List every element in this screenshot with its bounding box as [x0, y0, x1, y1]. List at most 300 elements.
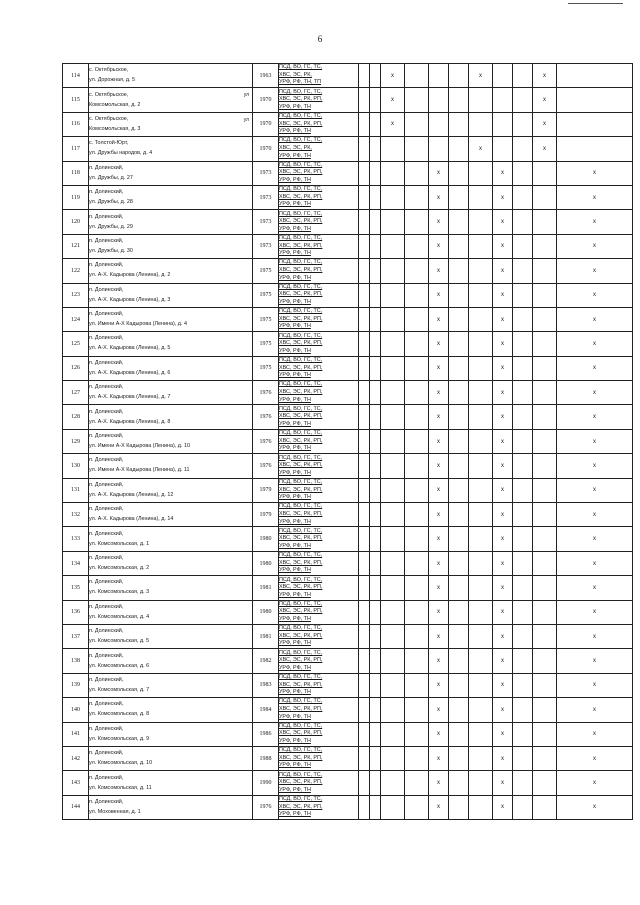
year-mark-cell — [449, 356, 469, 380]
works-line: УРФ, РФ, ТН — [279, 347, 311, 354]
year-mark-cell — [469, 551, 493, 575]
row-number: 122 — [63, 259, 89, 283]
address-street: ул. Комсомольская, д. 9 — [89, 735, 150, 742]
address-settlement: п. Долинский, — [89, 506, 124, 513]
works-line: ХВС, ЭС, РК, РП, — [279, 486, 323, 493]
year-mark-cell: x — [429, 649, 449, 673]
year-mark-cell — [405, 210, 429, 234]
address-street: ул. Имени А-Х Кадырова (Ленина), д. 11 — [89, 467, 190, 474]
works-line: УРФ, РФ, ТН — [279, 738, 311, 745]
year-mark-cell — [513, 527, 533, 551]
works-line: ПСД, ВО, ГС, ТС, — [279, 698, 323, 705]
year-mark-cell — [359, 551, 370, 575]
year-mark-cell — [469, 746, 493, 770]
year-mark-cell — [381, 551, 405, 575]
year-mark-cell — [449, 624, 469, 648]
table-row — [63, 381, 633, 405]
year-mark-cell — [469, 283, 493, 307]
works-list — [279, 551, 359, 575]
year-mark-cell: x — [429, 381, 449, 405]
year-mark-cell — [405, 600, 429, 624]
row-number: 126 — [63, 356, 89, 380]
year-mark-cell — [405, 356, 429, 380]
address-settlement: п. Долинский, — [89, 262, 124, 269]
works-line: ХВС, ЭС, РК, РП, — [279, 803, 323, 810]
build-year: 1976 — [253, 405, 279, 429]
year-mark-cell — [469, 795, 493, 819]
works-list — [279, 64, 359, 88]
year-mark-cell — [469, 185, 493, 209]
build-year: 1975 — [253, 283, 279, 307]
year-mark-cell — [513, 405, 533, 429]
address-street: ул. Дружбы, д. 29 — [89, 223, 133, 230]
year-mark-cell: x — [557, 429, 633, 453]
year-mark-cell — [370, 551, 381, 575]
year-mark-cell — [405, 649, 429, 673]
year-mark-cell — [533, 746, 557, 770]
year-mark-cell: x — [557, 381, 633, 405]
year-mark-cell — [359, 161, 370, 185]
address-street: ул. Комсомольская, д. 2 — [89, 565, 150, 571]
row-number: 118 — [63, 161, 89, 185]
year-mark-cell — [513, 283, 533, 307]
year-mark-cell — [469, 210, 493, 234]
year-mark-cell — [370, 307, 381, 331]
year-mark-cell — [381, 234, 405, 258]
address-settlement: п. Долинский, — [89, 164, 124, 171]
year-mark-cell: x — [429, 259, 449, 283]
year-mark-cell — [405, 429, 429, 453]
year-mark-cell — [405, 722, 429, 746]
works-list — [279, 454, 359, 478]
works-line: УРФ, РФ, ТН — [279, 518, 311, 525]
year-mark-cell — [533, 161, 557, 185]
address-street: ул. А-Х. Кадырова (Ленина), д. 7 — [89, 394, 171, 401]
year-mark-cell — [493, 112, 513, 136]
year-mark-cell: x — [493, 673, 513, 697]
year-mark-cell — [359, 356, 370, 380]
year-mark-cell — [469, 722, 493, 746]
year-mark-cell — [449, 112, 469, 136]
year-mark-cell — [429, 64, 449, 88]
year-mark-cell — [405, 527, 429, 551]
year-mark-cell: x — [557, 259, 633, 283]
year-mark-cell: x — [493, 722, 513, 746]
address-cell — [89, 185, 253, 209]
year-mark-cell: x — [493, 698, 513, 722]
year-mark-cell: x — [493, 624, 513, 648]
year-mark-cell — [469, 649, 493, 673]
year-mark-cell — [359, 722, 370, 746]
year-mark-cell: x — [557, 673, 633, 697]
year-mark-cell — [493, 88, 513, 112]
works-line: ХВС, ЭС, РК, РП, — [279, 242, 323, 249]
address-cell — [89, 698, 253, 722]
year-mark-cell — [381, 161, 405, 185]
works-line: УРФ, РФ, ТН — [279, 420, 311, 427]
works-line: ПСД, ВО, ГС, ТС, — [279, 674, 323, 681]
address-street: ул. А-Х. Кадырова (Ленина), д. 5 — [89, 345, 171, 352]
row-number: 115 — [63, 88, 89, 112]
year-mark-cell — [449, 795, 469, 819]
row-number: 132 — [63, 503, 89, 527]
year-mark-cell: x — [429, 429, 449, 453]
build-year: 1973 — [253, 210, 279, 234]
year-mark-cell — [359, 137, 370, 161]
address-street: ул. Комсомольская, д. 1 — [89, 540, 150, 547]
works-line: ХВС, ЭС, РК, РП, — [279, 267, 323, 274]
address-settlement: п. Долинский, — [89, 286, 124, 293]
address-settlement: п. Долинский, — [89, 725, 124, 732]
build-year: 1976 — [253, 795, 279, 819]
year-mark-cell — [449, 551, 469, 575]
build-year: 1970 — [253, 88, 279, 112]
year-mark-cell: x — [533, 112, 557, 136]
build-year: 1970 — [253, 137, 279, 161]
year-mark-cell — [533, 624, 557, 648]
year-mark-cell: x — [493, 429, 513, 453]
year-mark-cell — [381, 185, 405, 209]
address-street: ул. Дружбы, д. 27 — [89, 174, 133, 181]
year-mark-cell — [381, 210, 405, 234]
works-line: ХВС, ЭС, РК, РП, — [279, 559, 323, 566]
works-line: ПСД, ВО, ГС, ТС, — [279, 722, 323, 729]
works-line: ХВС, ЭС, РК, РП, — [279, 340, 323, 347]
works-line: УРФ, РФ, ТН, ТП — [279, 79, 322, 86]
year-mark-cell — [381, 259, 405, 283]
table-row — [63, 673, 633, 697]
year-mark-cell — [513, 210, 533, 234]
year-mark-cell: x — [429, 795, 449, 819]
year-mark-cell — [370, 161, 381, 185]
works-list — [279, 137, 359, 161]
build-year: 1976 — [253, 429, 279, 453]
works-line: ПСД, ВО, ГС, ТС, — [279, 308, 323, 315]
year-mark-cell: x — [557, 624, 633, 648]
year-mark-cell: x — [429, 185, 449, 209]
works-line: ХВС, ЭС, РК, РП, — [279, 681, 323, 688]
address-cell — [89, 381, 253, 405]
row-number: 136 — [63, 600, 89, 624]
year-mark-cell: x — [429, 307, 449, 331]
row-number: 128 — [63, 405, 89, 429]
year-mark-cell — [449, 478, 469, 502]
year-mark-cell — [405, 746, 429, 770]
address-cell — [89, 624, 253, 648]
address-cell — [89, 64, 253, 88]
works-line: ПСД, ВО, ГС, ТС, — [279, 235, 323, 242]
year-mark-cell: x — [493, 795, 513, 819]
year-mark-cell — [533, 722, 557, 746]
year-mark-cell — [370, 88, 381, 112]
build-year: 1975 — [253, 332, 279, 356]
build-year: 1963 — [253, 64, 279, 88]
year-mark-cell: x — [493, 405, 513, 429]
year-mark-cell — [405, 332, 429, 356]
year-mark-cell — [359, 795, 370, 819]
address-settlement: с. Октябрьское, — [89, 91, 129, 98]
year-mark-cell — [381, 478, 405, 502]
year-mark-cell — [533, 698, 557, 722]
build-year: 1976 — [253, 381, 279, 405]
year-mark-cell — [557, 137, 633, 161]
works-list — [279, 185, 359, 209]
year-mark-cell — [405, 771, 429, 795]
year-mark-cell: x — [557, 698, 633, 722]
year-mark-cell — [370, 234, 381, 258]
year-mark-cell — [513, 771, 533, 795]
year-mark-cell — [513, 381, 533, 405]
year-mark-cell — [513, 795, 533, 819]
address-cell — [89, 307, 253, 331]
works-list — [279, 307, 359, 331]
table-row — [63, 185, 633, 209]
table-row — [63, 429, 633, 453]
year-mark-cell — [370, 624, 381, 648]
year-mark-cell — [381, 332, 405, 356]
year-mark-cell — [359, 405, 370, 429]
year-mark-cell: x — [493, 332, 513, 356]
year-mark-cell — [381, 673, 405, 697]
year-mark-cell — [405, 137, 429, 161]
year-mark-cell — [533, 259, 557, 283]
year-mark-cell — [513, 551, 533, 575]
address-street: ул. Имени А-Х Кадырова (Ленина), д. 10 — [89, 443, 190, 450]
table-row — [63, 234, 633, 258]
year-mark-cell — [370, 112, 381, 136]
year-mark-cell: x — [493, 771, 513, 795]
works-line: ПСД, ВО, ГС, ТС, — [279, 381, 323, 388]
row-number: 127 — [63, 381, 89, 405]
year-mark-cell — [370, 429, 381, 453]
works-line: ХВС, ЭС, РК, РП, — [279, 364, 323, 371]
year-mark-cell: x — [557, 576, 633, 600]
works-line: УРФ, РФ, ТН — [279, 616, 311, 623]
year-mark-cell — [533, 503, 557, 527]
address-cell — [89, 649, 253, 673]
year-mark-cell — [469, 88, 493, 112]
year-mark-cell — [449, 234, 469, 258]
address-settlement: п. Долинский, — [89, 433, 124, 440]
year-mark-cell: x — [429, 161, 449, 185]
table-row — [63, 746, 633, 770]
table-row — [63, 795, 633, 819]
year-mark-cell — [513, 624, 533, 648]
row-number: 134 — [63, 551, 89, 575]
works-line: УРФ, РФ, ТН — [279, 664, 311, 671]
year-mark-cell — [513, 503, 533, 527]
year-mark-cell: x — [493, 185, 513, 209]
works-line: ХВС, ЭС, РК, РП, — [279, 437, 323, 444]
year-mark-cell — [359, 771, 370, 795]
address-settlement: п. Долинский, — [89, 311, 124, 318]
year-mark-cell — [370, 576, 381, 600]
address-cell — [89, 503, 253, 527]
year-mark-cell: x — [493, 478, 513, 502]
table-row — [63, 210, 633, 234]
address-settlement: п. Долинский, — [89, 189, 124, 196]
works-line: ХВС, ЭС, РК, РП, — [279, 413, 323, 420]
works-list — [279, 259, 359, 283]
year-mark-cell — [513, 649, 533, 673]
year-mark-cell: x — [557, 283, 633, 307]
address-settlement: п. Долинский, — [89, 798, 124, 805]
year-mark-cell — [449, 210, 469, 234]
year-mark-cell — [513, 429, 533, 453]
build-year: 1980 — [253, 527, 279, 551]
address-street: ул. Комсомольская, д. 7 — [89, 686, 150, 693]
works-line: УРФ, РФ, ТН — [279, 250, 311, 257]
year-mark-cell: x — [557, 600, 633, 624]
year-mark-cell — [449, 527, 469, 551]
year-mark-cell: x — [557, 771, 633, 795]
table-row — [63, 649, 633, 673]
year-mark-cell: x — [429, 454, 449, 478]
year-mark-cell — [370, 478, 381, 502]
year-mark-cell — [513, 722, 533, 746]
year-mark-cell — [405, 112, 429, 136]
year-mark-cell — [557, 64, 633, 88]
works-line: ПСД, ВО, ГС, ТС, — [279, 137, 323, 144]
works-line: ПСД, ВО, ГС, ТС, — [279, 527, 323, 534]
works-line: УРФ, РФ, ТН — [279, 103, 311, 110]
year-mark-cell — [449, 381, 469, 405]
year-mark-cell — [449, 185, 469, 209]
year-mark-cell — [513, 600, 533, 624]
year-mark-cell: x — [429, 234, 449, 258]
year-mark-cell: x — [557, 405, 633, 429]
year-mark-cell: x — [429, 722, 449, 746]
year-mark-cell — [359, 600, 370, 624]
year-mark-cell — [381, 771, 405, 795]
row-number: 120 — [63, 210, 89, 234]
year-mark-cell — [405, 503, 429, 527]
address-settlement: п. Долинский, — [89, 359, 124, 366]
address-cell — [89, 527, 253, 551]
address-street: ул. Комсомольская, д. 5 — [89, 638, 150, 645]
address-street: ул. А-Х. Кадырова (Ленина), д. 14 — [89, 516, 174, 523]
works-line: ХВС, ЭС, РК, РП, — [279, 510, 323, 517]
row-number: 116 — [63, 112, 89, 136]
address-settlement: п. Долинский, — [89, 384, 124, 391]
year-mark-cell — [370, 649, 381, 673]
year-mark-cell — [359, 746, 370, 770]
works-line: ХВС, ЭС, РК, РП, — [279, 779, 323, 786]
year-mark-cell — [359, 283, 370, 307]
year-mark-cell — [533, 210, 557, 234]
works-line: ХВС, ЭС, РК, — [279, 145, 312, 152]
works-list — [279, 356, 359, 380]
table-row — [63, 551, 633, 575]
table-row — [63, 454, 633, 478]
year-mark-cell — [359, 698, 370, 722]
year-mark-cell — [405, 185, 429, 209]
works-list — [279, 478, 359, 502]
year-mark-cell — [405, 88, 429, 112]
address-cell — [89, 210, 253, 234]
year-mark-cell: x — [557, 185, 633, 209]
year-mark-cell — [469, 454, 493, 478]
year-mark-cell: x — [429, 551, 449, 575]
address-settlement: с. Октябрьское, — [89, 115, 129, 122]
year-mark-cell: x — [381, 64, 405, 88]
works-line: УРФ, РФ, ТН — [279, 640, 311, 647]
address-settlement: с. Октябрьское, — [89, 67, 129, 74]
address-cell — [89, 454, 253, 478]
year-mark-cell — [370, 381, 381, 405]
year-mark-cell — [359, 307, 370, 331]
address-cell — [89, 112, 253, 136]
works-list — [279, 795, 359, 819]
year-mark-cell — [469, 112, 493, 136]
address-note: ул — [243, 116, 249, 123]
table-row — [63, 503, 633, 527]
year-mark-cell — [557, 88, 633, 112]
build-year: 1979 — [253, 503, 279, 527]
year-mark-cell — [405, 64, 429, 88]
year-mark-cell: x — [493, 576, 513, 600]
address-street: ул. А-Х. Кадырова (Ленина), д. 12 — [89, 491, 174, 498]
works-line: ХВС, ЭС, РК, РП, — [279, 754, 323, 761]
works-list — [279, 698, 359, 722]
year-mark-cell: x — [557, 234, 633, 258]
year-mark-cell — [370, 454, 381, 478]
address-street: ул. А-Х. Кадырова (Ленина), д. 2 — [89, 272, 171, 279]
year-mark-cell: x — [429, 503, 449, 527]
year-mark-cell: x — [469, 64, 493, 88]
year-mark-cell: x — [429, 673, 449, 697]
year-mark-cell: x — [493, 503, 513, 527]
works-line: УРФ, РФ, ТН — [279, 274, 311, 281]
year-mark-cell — [370, 64, 381, 88]
table-row — [63, 259, 633, 283]
address-street: ул. Комсомольская, д. 6 — [89, 662, 150, 669]
year-mark-cell — [370, 356, 381, 380]
works-list — [279, 429, 359, 453]
year-mark-cell: x — [557, 527, 633, 551]
year-mark-cell — [381, 503, 405, 527]
works-line: ПСД, ВО, ГС, ТС, — [279, 430, 323, 437]
works-list — [279, 576, 359, 600]
year-mark-cell — [370, 332, 381, 356]
works-line: ХВС, ЭС, РК, РП, — [279, 535, 323, 542]
works-list — [279, 405, 359, 429]
year-mark-cell — [513, 332, 533, 356]
address-cell — [89, 259, 253, 283]
works-list — [279, 234, 359, 258]
build-year: 1980 — [253, 600, 279, 624]
address-cell — [89, 429, 253, 453]
works-line: ПСД, ВО, ГС, ТС, — [279, 186, 323, 193]
year-mark-cell — [533, 405, 557, 429]
works-line: УРФ, РФ, ТН — [279, 152, 311, 159]
works-list — [279, 673, 359, 697]
address-street: ул. А-Х. Кадырова (Ленина), д. 3 — [89, 296, 171, 303]
year-mark-cell — [533, 551, 557, 575]
year-mark-cell — [370, 771, 381, 795]
address-settlement: п. Долинский, — [89, 213, 124, 220]
works-line: ПСД, ВО, ГС, ТС, — [279, 552, 323, 559]
housing-register-table — [62, 63, 633, 820]
works-line: УРФ, РФ, ТН — [279, 567, 311, 574]
year-mark-cell — [370, 673, 381, 697]
table-row — [63, 478, 633, 502]
works-line: ПСД, ВО, ГС, ТС, — [279, 332, 323, 339]
year-mark-cell — [370, 600, 381, 624]
year-mark-cell — [405, 551, 429, 575]
works-line: УРФ, РФ, ТН — [279, 323, 311, 330]
address-street: ул. Комсомольская, д. 8 — [89, 711, 150, 718]
